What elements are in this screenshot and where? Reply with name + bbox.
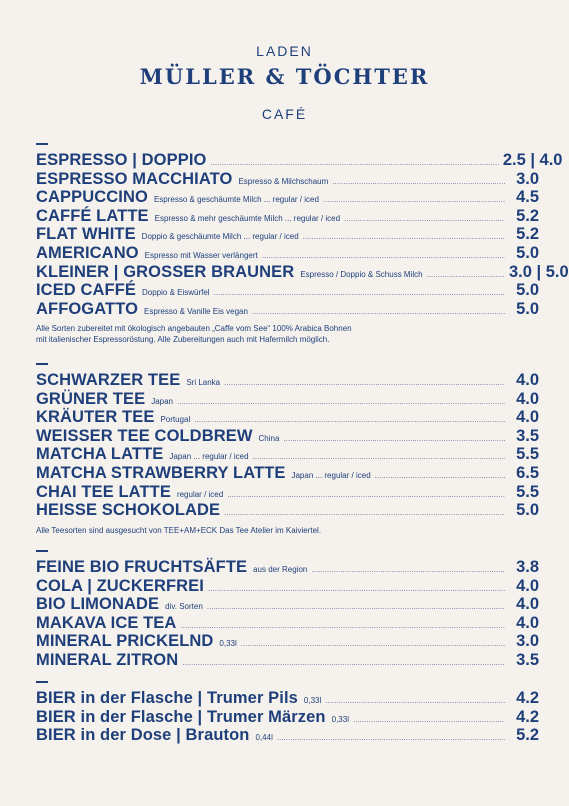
section-note-line: Alle Teesorten sind ausgesucht von TEE+AM+ECK Das Tee Atelier im Kaiviertel. [36,525,322,535]
header-laden: LADEN [256,43,313,59]
section-note-line: mit italienischer Espressoröstung. Alle Zubereitungen auch mit Hafermilch möglich. [36,335,330,345]
dot-leader [332,177,505,186]
section-coffee [36,143,569,345]
menu-item [36,445,539,464]
dot-leader [344,214,505,223]
menu-item-description: Doppio & Eiswürfel [142,288,210,298]
menu-item [36,651,539,670]
menu-item-price: 3.5 [516,650,539,669]
menu-item [36,281,539,300]
menu-item-description: Sri Lanka [186,378,221,387]
dot-leader [241,639,505,648]
section-beer [36,681,539,745]
menu-item-price: 4.2 [516,689,539,707]
menu-item-description: Doppio & geschäumte Milch ... regular / iced [141,232,299,242]
dot-leader [375,471,505,480]
menu-item [36,151,563,170]
dot-leader [277,733,505,742]
dot-leader [208,584,505,593]
menu-item-price: 5.0 [516,243,539,262]
menu-item-name: FLAT WHITE [36,225,136,244]
header-cafe: CAFÉ [261,106,308,122]
menu-item [36,207,539,226]
menu-item-description: Japan [151,396,173,406]
menu-item [36,225,539,244]
section-divider [36,363,48,365]
menu-item-price: 5.0 [516,299,539,318]
dot-leader [182,658,505,667]
menu-item-name: AFFOGATTO [36,299,139,318]
dot-leader [224,378,505,387]
menu-item-name: COLA | ZUCKERFREI [36,576,204,595]
menu-item-name: AMERICANO [36,243,139,262]
menu-item [36,708,539,727]
menu-item-name: BIER in der Flasche | Trumer Pils [36,689,298,707]
menu-item-name: CAFFÉ LATTE [36,206,149,225]
dot-leader [427,270,505,279]
menu-item [36,188,539,207]
menu-item-price: 4.0 [516,371,539,389]
menu-item-description: Japan ... regular / iced [169,452,249,462]
menu-item-description: Espresso mit Wasser verlängert [144,250,258,260]
menu-item-description: Espresso & Milchschaum [238,176,329,186]
menu-item [36,726,539,745]
menu-item-description: div. Sorten [165,602,203,612]
menu-item-description: Espresso & geschäumte Milch ... regular / iced [153,195,319,205]
menu-item-name: CHAI TEE LATTE [36,482,171,501]
menu-item-name: BIER in der Flasche | Trumer Märzen [36,707,326,726]
menu-item [36,689,539,708]
dot-leader [252,307,505,316]
menu-item-name: GRÜNER TEE [36,389,146,408]
menu-item [36,632,539,651]
section-divider [36,143,48,145]
menu-item-name: KRÄUTER TEE [36,408,155,427]
menu-item-name: MATCHA LATTE [36,445,164,464]
dot-leader [210,158,498,167]
menu-item-description: China [258,433,280,443]
header-brand-name: MÜLLER & TÖCHTER [139,64,430,89]
menu-item [36,170,539,189]
menu-item [36,501,539,520]
menu-item-description: Espresso & mehr geschäumte Milch ... regular / iced [154,213,341,223]
menu-item-price: 4.2 [516,707,539,726]
menu-item-name: SCHWARZER TEE [36,371,181,389]
section-divider [36,681,48,683]
menu-item [36,558,539,577]
menu-item-price: 5.2 [516,225,539,244]
menu-item [36,577,539,596]
menu-item-price: 3.0 [516,632,539,651]
menu-item [36,390,539,409]
dot-leader [224,508,505,517]
dot-leader [323,195,505,204]
section-note [36,525,539,536]
menu-item [36,464,539,483]
menu-item [36,262,569,282]
menu-item [36,408,539,427]
dot-leader [262,251,505,260]
menu-item [36,427,539,446]
menu-item-name: KLEINER | GROSSER BRAUNER [36,262,295,281]
menu-item-price: 4.0 [516,576,539,595]
menu-item-price: 3.0 | 5.0 [509,262,569,281]
menu-item-name: MATCHA STRAWBERRY LATTE [36,463,286,482]
menu-item [36,595,539,614]
menu-item-price: 6.5 [516,463,539,482]
menu-item-name: BIER in der Dose | Brauton [36,726,250,745]
section-note [36,323,539,345]
menu-item-name: ESPRESSO MACCHIATO [36,169,233,188]
menu-item-description: aus der Region [253,565,308,574]
menu-item-price: 4.0 [516,389,539,408]
section-note-line: Alle Sorten zubereitet mit ökologisch angebauten „Caffe vom See“ 100% Arabica Bohnen [36,324,352,334]
menu-item-price: 5.5 [516,445,539,464]
menu-item-price: 4.0 [516,613,539,632]
menu-item-description: Espresso & Vanille Eis vegan [144,306,248,316]
menu-item-price: 3.5 [516,426,539,445]
dot-leader [227,490,505,499]
menu-item-price: 5.0 [516,281,539,300]
dot-leader [253,452,505,461]
menu-item [36,614,539,633]
menu-item-name: ESPRESSO | DOPPIO [36,151,207,169]
menu-item-price: 4.0 [516,408,539,427]
menu-item-price: 4.5 [516,188,539,207]
menu-item-description: 0,44l [255,733,273,743]
dot-leader [325,696,505,705]
section-tea [36,363,539,536]
menu-item-price: 5.0 [516,501,539,520]
menu-item-price: 5.2 [516,726,539,745]
dot-leader [194,415,505,424]
menu-item-description: 0,33l [219,639,237,649]
menu-item-price: 3.8 [516,558,539,576]
menu-item-description: 0,33l [331,714,349,724]
menu-item-name: HEISSE SCHOKOLADE [36,501,221,520]
menu-item [36,371,539,390]
dot-leader [180,621,505,630]
section-soft-drinks [36,550,539,670]
dot-leader [311,565,505,574]
dot-leader [207,602,505,611]
menu-item-price: 5.5 [516,482,539,501]
dot-leader [303,232,505,241]
menu-item-description: Espresso / Doppio & Schuss Milch [300,269,423,279]
dot-leader [353,715,505,724]
menu-item-name: BIO LIMONADE [36,595,160,614]
menu-item-name: WEISSER TEE COLDBREW [36,426,253,445]
menu-item-name: MINERAL ZITRON [36,650,179,669]
dot-leader [214,288,505,297]
menu-item-name: ICED CAFFÉ [36,281,136,300]
menu-item-name: MAKAVA ICE TEA [36,613,177,632]
menu-item-description: 0,33l [303,696,322,705]
menu-item-name: FEINE BIO FRUCHTSÄFTE [36,558,248,576]
menu-item-name: CAPPUCCINO [36,188,148,207]
menu-item-price: 5.2 [516,206,539,225]
menu-item-description: Portugal [160,415,191,425]
menu-item-description: Japan ... regular / iced [291,470,371,480]
menu-item [36,244,539,263]
menu-item [36,300,539,319]
menu-item-description: regular / iced [176,489,224,499]
menu-item-name: MINERAL PRICKELND [36,632,214,651]
section-divider [36,550,48,552]
dot-leader [283,434,505,443]
menu-item-price: 2.5 | 4.0 [502,151,563,169]
dot-leader [177,397,505,406]
menu-item-price: 4.0 [516,595,539,614]
menu-item [36,483,539,502]
menu-item-price: 3.0 [516,169,539,188]
